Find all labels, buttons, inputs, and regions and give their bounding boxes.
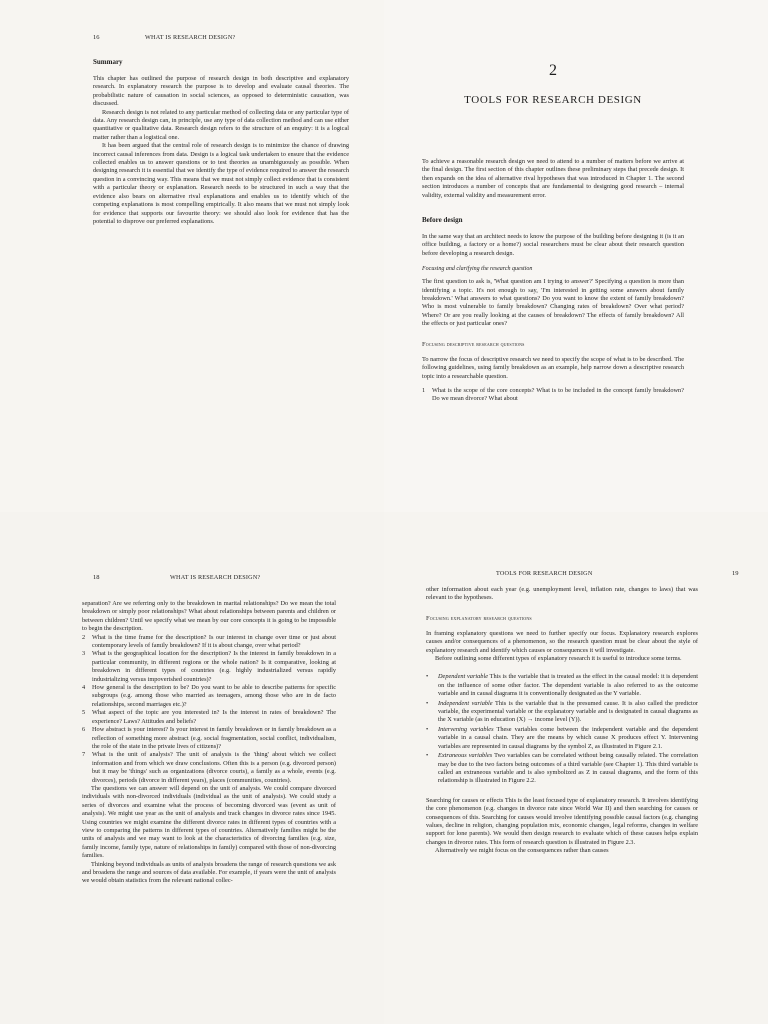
list-item bbox=[82, 751, 336, 785]
list-text: What is the time frame for the description? Is our interest in change over time or just about contemporary levels of family breakdown? If it is about change, over what period? bbox=[92, 633, 336, 650]
list-number: 6 bbox=[82, 726, 86, 734]
definition: This is the variable that is treated as the effect in the causal model: it is dependent on the influence of some other factor. The dependent variable is also referred to as the outcome variable and in causal diagrams it is conventionally designated as the Y variable. bbox=[438, 673, 698, 698]
page-17-body bbox=[422, 60, 684, 404]
list-item bbox=[82, 634, 336, 651]
list-item bbox=[82, 684, 336, 709]
running-head: WHAT IS RESEARCH DESIGN? bbox=[145, 34, 236, 41]
definition: Two variables can be correlated without being causally related. The correlation may be due to the two factors being outcomes of a third variable (see Chapter 1). This third variable is called an extraneous variable and is also symbolized as Z in causal diagrams, and the form of this relationship is illustrated in Figure 2.2. bbox=[438, 752, 698, 785]
list-item: • Dependent variable This is the variable that is treated as the effect in the causal model: it is dependent on the influence of some other factor. The dependent variable is also referred to as the outcome variable and in causal diagrams it is conventionally designated as the Y variable. bbox=[426, 673, 698, 698]
list-item: • Extraneous variables Two variables can be correlated without being causally related. The correlation may be due to the two factors being outcomes of a third variable (see Chapter 1). This third variable is called an extraneous variable and is also symbolized as Z in causal diagrams, and the form of this relationship is illustrated in Figure 2.2. bbox=[426, 752, 698, 785]
list-number: 7 bbox=[82, 751, 86, 759]
paragraph: Searching for causes or effects This is the least focused type of explanatory research. It involves identifying the core phenomenon (e.g. changes in divorce rate since World War II) and then searching for causes or consequences of this. Searching for causes would involve identifying possible causal factors (e.g. changing values, decline in religion, changing population mix, economic changes, legal reforms, changes in welfare support for lone parents). We would then design research to evaluate which of these causes helps explain changes in divorce rates. This form of research question is illustrated in Figure 2.3. bbox=[426, 796, 698, 846]
paragraph: To narrow the focus of descriptive research we need to specify the scope of what is to be described. The following guidelines, using family breakdown as an example, help narrow down a descriptive research topic into a researchable question. bbox=[422, 355, 684, 380]
page-number: 16 bbox=[93, 34, 100, 41]
list-item: • Independent variable This is the variable that is the presumed cause. It is also called the predictor variable, the experimental variable or the explanatory variable and is designated in causal diagrams as the X variable (as in education (X) → income level (Y)). bbox=[426, 699, 699, 724]
paragraph: In framing explanatory questions we need to further specify our focus. Explanatory research explores causes and/or consequences of a phenomenon, so the research question must be clear about the style of explanatory research and identify which causes or consequences it will investigate. bbox=[426, 629, 698, 654]
paragraph: separation? Are we referring only to the breakdown in marital relationships? Do we mean the total breakdown or simply poor relationships? What about relationships between parents and children or between children? Until we specify what we mean by our core concepts it is going to be impossible to begin the description. bbox=[82, 600, 336, 633]
list-item bbox=[82, 650, 336, 684]
paragraph: In the same way that an architect needs to know the purpose of the building before designing it (is it an office building, a factory or a home?) social researchers must be clear about their research question before developing a research design. bbox=[422, 233, 684, 257]
paragraph: This chapter has outlined the purpose of research design in both descriptive and explanatory research. In explanatory research the purpose is to develop and evaluate causal theories. The probabilistic nature of causation in social sciences, as opposed to deterministic causation, was discussed. bbox=[93, 75, 349, 108]
running-head: TOOLS FOR RESEARCH DESIGN bbox=[496, 570, 593, 577]
page-17 bbox=[384, 0, 768, 512]
running-head: WHAT IS RESEARCH DESIGN? bbox=[170, 574, 261, 581]
page-number: 18 bbox=[93, 574, 100, 581]
list-number: 1 bbox=[422, 386, 426, 394]
paragraph: It has been argued that the central role of research design is to minimize the chance of drawing incorrect causal inferences from data. Design is a logical task undertaken to ensure that the evidence collected enables us to answer questions or to test theories as unambiguously as possible. When designing research it is essential that we identify the type of evidence required to answer the research question in a convincing way. This means that we must not simply collect evidence that is consistent with a particular theory or explanation. Research needs to be structured in such a way that the evidence also bears on alternative rival explanations and enables us to identify which of the competing explanations is most compelling empirically. It also means that we must not simply look for evidence that supports our favourite theory: we should also look for evidence that has the potential to disprove our preferred explanations. bbox=[93, 142, 349, 225]
list-item: • Intervening variables These variables come between the independent variable and the dependent variable in a causal chain. They are the means by which cause X produces effect Y. Intervening variables are represented in causal diagrams by the symbol Z, as illustrated in Figure 2.1. bbox=[426, 725, 698, 750]
term: Independent variable bbox=[438, 699, 493, 707]
list-text: How general is the description to be? Do you want to be able to describe patterns for specific subgroups (e.g. among those who married as teenagers, among those who are in de facto relationships, second marriages etc.)? bbox=[92, 684, 336, 708]
paragraph: Alternatively we might focus on the consequences rather than causes bbox=[435, 847, 609, 855]
list-item bbox=[422, 387, 684, 404]
page-18-body bbox=[82, 600, 336, 886]
subsection-heading: Focusing and clarifying the research question bbox=[422, 266, 533, 273]
page-number: 19 bbox=[732, 570, 739, 577]
chapter-number: 2 bbox=[549, 62, 557, 79]
chapter-title: TOOLS FOR RESEARCH DESIGN bbox=[464, 94, 642, 106]
paragraph: The first question to ask is, 'What question am I trying to answer?' Specifying a question is more than identifying a topic. It's not enough to say, 'I'm interested in getting some answers about family breakdown.' What answers to what questions? Do you want to know the extent of family breakdown? Who is most vulnerable to family breakdown? Changing rates of breakdown? Over what period? Where? Or are you really looking at the causes of breakdown? The effects of family breakdown? All the effects or just particular ones? bbox=[422, 278, 684, 328]
list-text: What is the scope of the core concepts? What is to be included in the concept family breakdown? Do we mean divorce? What about bbox=[432, 386, 684, 403]
section-heading: Before design bbox=[422, 216, 463, 225]
page-19 bbox=[384, 512, 768, 1024]
paragraph: Before outlining some different types of explanatory research it is useful to introduce some terms. bbox=[435, 655, 682, 663]
list-number: 5 bbox=[82, 709, 86, 717]
list-number: 3 bbox=[82, 650, 86, 658]
list-number: 4 bbox=[82, 684, 86, 692]
page-18 bbox=[0, 512, 384, 1024]
paragraph: To achieve a reasonable research design we need to attend to a number of matters before we arrive at the final design. The first section of this chapter outlines these preliminary steps that precede design. It then expands on the idea of alternative rival hypotheses that was introduced in Chapter 1. The second section introduces a number of concepts that are fundamental to designing good research – internal validity, external validity and measurement error. bbox=[422, 158, 684, 199]
term: Intervening variables bbox=[438, 725, 494, 733]
definition: These variables come between the independent variable and the dependent variable in a causal chain. They are the means by which cause X produces effect Y. Intervening variables are represented in causal diagrams by the symbol Z, as illustrated in Figure 2.1. bbox=[438, 725, 698, 750]
list-text: What aspect of the topic are you interested in? Is the interest in rates of breakdown? The experience? Laws? Attitudes and beliefs? bbox=[92, 709, 336, 725]
term: Extraneous variables bbox=[438, 752, 493, 760]
definition: This is the variable that is the presumed cause. It is also called the predictor variable, the experimental variable or the explanatory variable and is designated in causal diagrams as the X variable (as in education (X) → income level (Y)). bbox=[438, 699, 699, 724]
term: Dependent variable bbox=[438, 673, 488, 681]
page-16 bbox=[0, 0, 384, 512]
paragraph: The questions we can answer will depend on the unit of analysis. We could compare divorced individuals with non-divorced individuals (individual as the unit of analysis). We could study a series of divorces and examine what the process of becoming divorced was (event as unit of analysis). We might use year as the unit of analysis and track changes in divorce rates since 1945. Using countries we might examine the different divorce rates in different types of countries with a view to comparing the patterns in different types of countries. Alternatively families might be the units of analysis and we may want to look at the characteristics of divorcing families (e.g. size, family income, family type, nature of relationships in family) compared with those of non-divorcing families. bbox=[82, 784, 336, 860]
paragraph: Research design is not related to any particular method of collecting data or any particular type of data. Any research design can, in principle, use any type of data collection method and can use either quantitative or qualitative data. Research design refers to the structure of an enquiry: it is a logical matter rather than a logistical one. bbox=[93, 108, 349, 141]
list-number: 2 bbox=[82, 633, 86, 641]
smallcaps-heading: Focusing explanatory research questions bbox=[426, 614, 532, 622]
list-item bbox=[82, 726, 336, 751]
paragraph: other information about each year (e.g. unemployment level, inflation rate, changes to laws) that was relevant to the hypotheses. bbox=[426, 586, 698, 602]
list-text: What is the geographical location for the description? Is the interest in family breakdown in a particular community, in different regions or the whole nation? Is it comparative, looking at breakdown in different types of countries (e.g. highly industrialized versus rapidly industrializing versus impoverished countries)? bbox=[92, 650, 336, 683]
list-item bbox=[82, 709, 336, 726]
section-heading: Summary bbox=[93, 58, 123, 66]
page-19-body bbox=[426, 586, 698, 856]
paragraph: Thinking beyond individuals as units of analysis broadens the range of research questions we ask and broadens the range and sources of data available. For example, if years were the unit of analysis we would obtain statistics from the relevant national collec- bbox=[82, 860, 336, 885]
page-16-body bbox=[93, 58, 349, 226]
list-text: What is the unit of analysis? The unit of analysis is the 'thing' about which we collect information and from which we draw conclusions. Often this is a person (e.g. divorced person) but it may be 'things' such as organizations (divorce courts), a family as a whole, events (e.g. divorces), periods (divorce in different years), places (communities, countries). bbox=[92, 751, 336, 784]
smallcaps-heading: Focusing descriptive research questions bbox=[422, 340, 525, 348]
list-text: How abstract is your interest? Is your interest in family breakdown or in family breakdown as a reflection of something more abstract (e.g. social fragmentation, social conflict, individualism, the role of the state in the private lives of citizens)? bbox=[92, 726, 336, 750]
